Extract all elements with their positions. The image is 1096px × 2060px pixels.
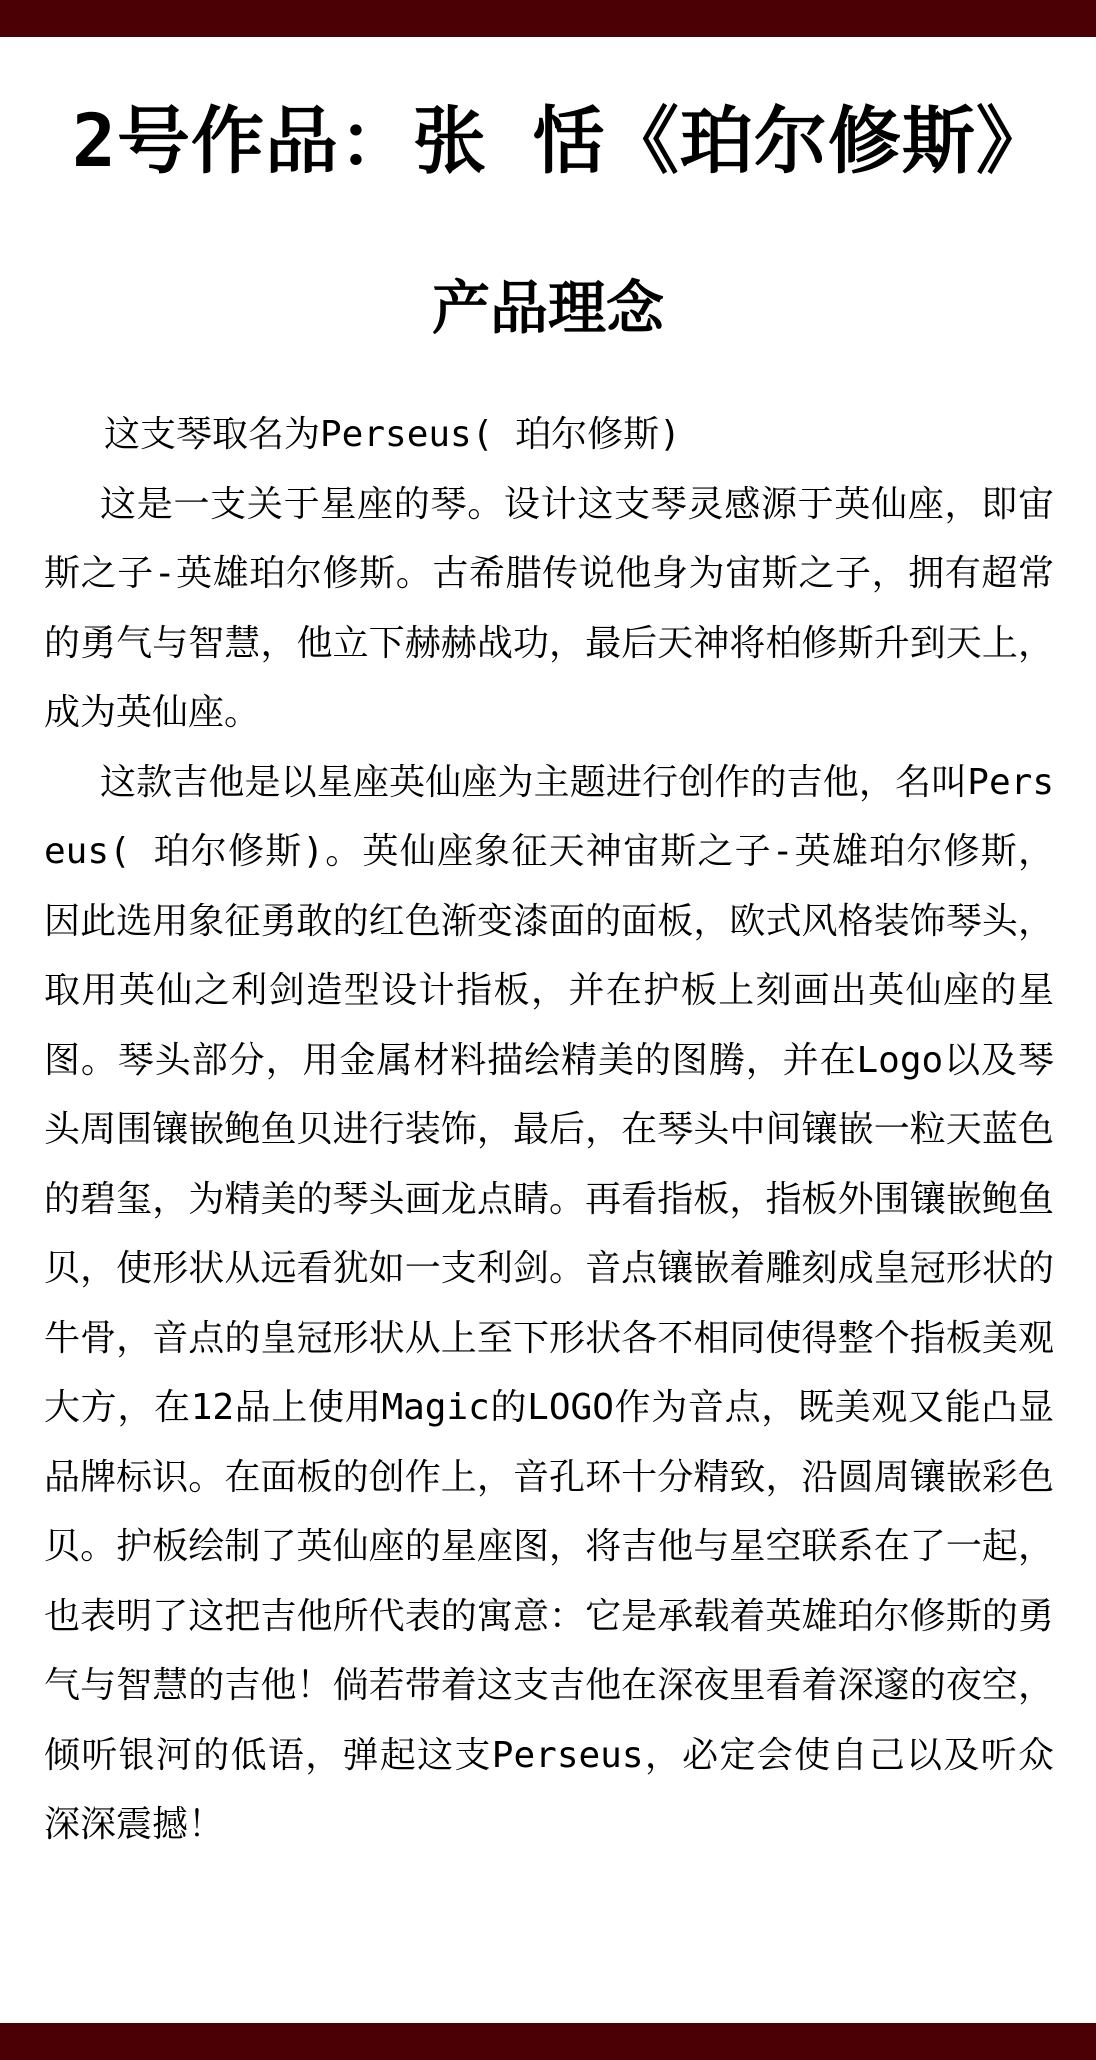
bottom-border-bar xyxy=(0,2023,1096,2060)
intro-paragraph: 这支琴取名为Perseus( 珀尔修斯) xyxy=(104,414,681,455)
constellation-paragraph: 这是一支关于星座的琴。设计这支琴灵感源于英仙座，即宙斯之子-英雄珀尔修斯。古希腊传说他身为宙斯之子，拥有超常的勇气与智慧，他立下赫赫战功，最后天神将柏修斯升到天上，成为英仙座。 xyxy=(44,483,1054,733)
top-border-bar xyxy=(0,0,1096,37)
page-title: 2号作品：张 恬《珀尔修斯》 xyxy=(72,99,1050,184)
design-paragraph: 这款吉他是以星座英仙座为主题进行创作的吉他，名叫Perseus( 珀尔修斯)。英仙座象征天神宙斯之子-英雄珀尔修斯，因此选用象征勇敢的红色渐变漆面的面板，欧式风格装饰琴头，取用英仙之利剑造型设计指板，并在护板上刻画出英仙座的星图。琴头部分，用金属材料描绘精美的图腾，并在Logo以及琴头周围镶嵌鲍鱼贝进行装饰，最后，在琴头中间镶嵌一粒天蓝色的碧玺，为精美的琴头画龙点睛。再看指板，指板外围镶嵌鲍鱼贝，使形状从远看犹如一支利剑。音点镶嵌着雕刻成皇冠形状的牛骨，音点的皇冠形状从上至下形状各不相同使得整个指板美观大方，在12品上使用Magic的LOGO作为音点，既美观又能凸显品牌标识。在面板的创作上，音孔环十分精致，沿圆周镶嵌彩色贝。护板绘制了英仙座的星座图，将吉他与星空联系在了一起，也表明了这把吉他所代表的寓意：它是承载着英雄珀尔修斯的勇气与智慧的吉他！倘若带着这支吉他在深夜里看着深邃的夜空，倾听银河的低语，弹起这支Perseus，必定会使自己以及听众深深震撼！ xyxy=(44,761,1054,1845)
article-body xyxy=(44,400,1054,1860)
section-heading: 产品理念 xyxy=(431,274,664,342)
